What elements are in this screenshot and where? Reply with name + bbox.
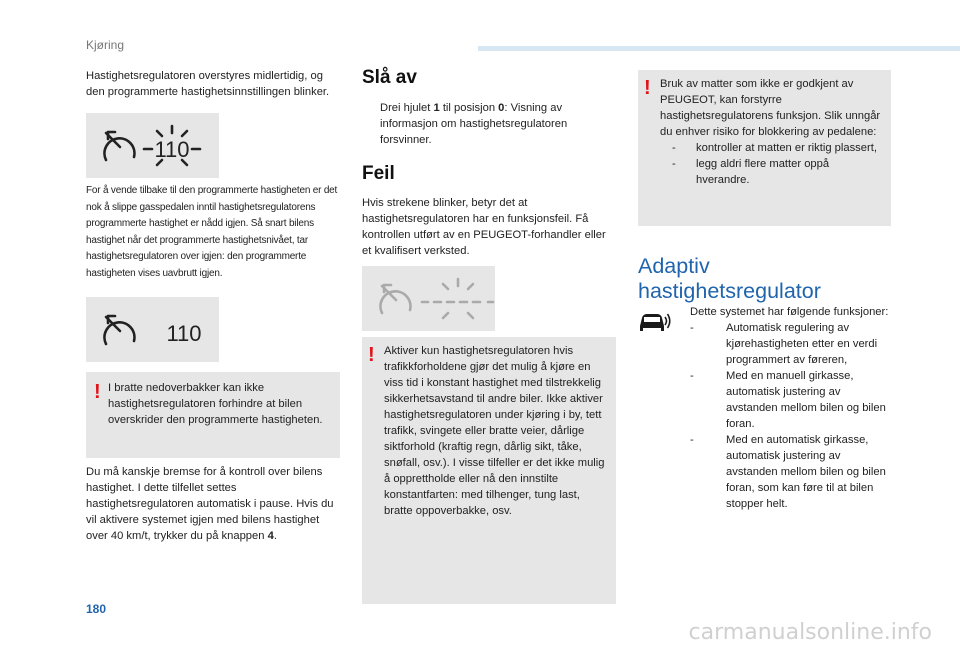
fault-text: Hvis strekene blinker, betyr det at hastighetsregulatoren har en funksjonsfeil. Få kontrollen utført av en PEUGEOT-forhandler eller et kvalifisert verksted. — [362, 197, 606, 257]
watermark: carmanualsonline.info — [688, 620, 932, 645]
display-blinking-image — [86, 113, 219, 178]
display-fault-image — [362, 266, 495, 331]
warning-text-left: I bratte nedoverbakker kan ikke hastighetsregulatoren forhindre at bilen overskrider den programmerte hastigheten. — [108, 382, 323, 426]
exclamation-icon: ! — [368, 344, 375, 366]
fault-title: Feil — [362, 163, 395, 184]
adaptive-list-item: - Med en manuell girkasse, automatisk justering av avstanden mellom bilen og bilen foran. — [690, 370, 886, 430]
warning-box-right — [638, 70, 891, 226]
adaptive-list-item: - Automatisk regulering av kjørehastigheten etter en verdi programmert av føreren, — [690, 322, 878, 366]
warning-text-middle: Aktiver kun hastighetsregulatoren hvis trafikkforholdene gjør det mulig å kjøre en viss tid i konstant hastighet med tilstrekkelig sikkerhetsavstand til andre biler. Ikke aktiver hastighetsregulatoren under kjøring i by, tett trafikk, svingete eller bratte veier, dårlige siktforhold (kraftig regn, dårlig sikt, tåke, snøfall, osv.). I visse tilfeller er det ikke mulig å opprettholde eller nå den innstilte konstantfarten: med tilhenger, tung last, bratte oppoverbakke, osv. — [384, 345, 605, 517]
speedometer-icon — [86, 297, 219, 362]
off-instruction: Drei hjulet 1 til posisjon 0: Visning av informasjon om hastighetsregulatoren forsvinner. — [380, 102, 568, 146]
exclamation-icon: ! — [644, 77, 651, 99]
speedometer-icon — [362, 266, 495, 331]
display-steady-image — [86, 297, 219, 362]
adaptive-title: Adaptiv hastighetsregulator — [638, 254, 821, 303]
intro-text: Hastighetsregulatoren overstyres midlertidig, og den programmerte hastighetsinnstillingen blinker. — [86, 70, 330, 98]
warning-list-item: - legg aldri flere matter oppå hverandre. — [672, 158, 830, 186]
section-header: Kjøring — [86, 38, 125, 52]
display1-value: 110 — [154, 137, 190, 162]
car-radar-icon — [636, 308, 672, 341]
adaptive-text: Dette systemet har følgende funksjoner: - Automatisk regulering av kjørehastigheten etter en verdi programmert av føreren, - Med en manuell girkasse, automatisk justering av avstanden mellom bilen og bilen foran. - Med en automatisk girkasse, automatisk justering av avstanden mellom bilen og bilen foran, som kan føre til at bilen stopper helt. — [690, 306, 889, 510]
warning-text-right: Bruk av matter som ikke er godkjent av PEUGEOT, kan forstyrre hastighetsregulatorens funksjon. Slik unngår du enhver risiko for blokkering av pedalene: - kontroller at matten er riktig plassert, - legg aldri flere matter oppå hverandre. — [660, 76, 884, 188]
display2-value: 110 — [166, 321, 202, 346]
warning-box-left — [86, 372, 340, 458]
warning-list-item: - kontroller at matten er riktig plassert, — [672, 142, 877, 154]
exclamation-icon: ! — [94, 381, 101, 403]
page-number: 180 — [86, 602, 107, 616]
speedometer-icon — [86, 113, 219, 178]
adaptive-list-item: - Med en automatisk girkasse, automatisk justering av avstanden mellom bilen og bilen foran, som kan føre til at bilen stopper helt. — [690, 434, 886, 510]
warning-box-middle — [362, 337, 616, 604]
outro-text: Du må kanskje bremse for å kontroll over bilens hastighet. I dette tilfellet settes hastighetsregulatoren automatisk i pause. Hvis du vil aktivere systemet igjen med bilens hastighet over 40 km/t, trykker du på knappen 4. — [86, 466, 334, 542]
header-bar — [478, 46, 960, 51]
off-title: Slå av — [362, 67, 417, 88]
caption-text: For å vende tilbake til den programmerte hastigheten er det nok å slippe gasspedalen inntil hastighetsregulatorens programmerte hastighet er nådd igjen. Så snart bilens hastighet når det programmerte hastighetsnivået, tar hastighetsregulatoren over igjen: den programmerte hastigheten vises uavbrutt igjen. — [86, 185, 338, 279]
